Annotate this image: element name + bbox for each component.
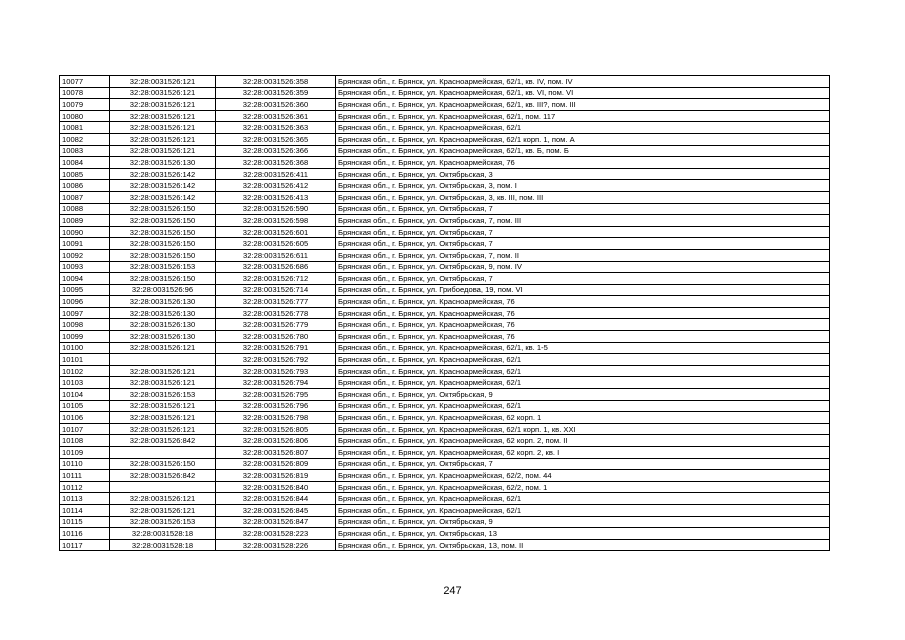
row-number-cell: 10098 — [60, 319, 110, 331]
cadastral-number-cell: 32:28:0031526:361 — [216, 110, 336, 122]
table-row — [60, 481, 830, 493]
address-cell: Брянская обл., г. Брянск, ул. Красноармейская, 62/1 — [336, 377, 830, 389]
row-number-cell: 10094 — [60, 273, 110, 285]
address-cell: Брянская обл., г. Брянск, ул. Красноармейская, 62/2, пом. 1 — [336, 481, 830, 493]
row-number-cell: 10105 — [60, 400, 110, 412]
row-number-cell: 10082 — [60, 133, 110, 145]
parent-cadastral-number-cell: 32:28:0031526:121 — [110, 87, 216, 99]
table-row — [60, 261, 830, 273]
cadastral-number-cell: 32:28:0031526:798 — [216, 412, 336, 424]
address-cell: Брянская обл., г. Брянск, ул. Красноармейская, 62/1 — [336, 365, 830, 377]
address-cell: Брянская обл., г. Брянск, ул. Октябрьская, 7 — [336, 226, 830, 238]
parent-cadastral-number-cell: 32:28:0031526:150 — [110, 215, 216, 227]
cadastral-number-cell: 32:28:0031528:226 — [216, 539, 336, 551]
parent-cadastral-number-cell: 32:28:0031526:121 — [110, 122, 216, 134]
cadastral-number-cell: 32:28:0031526:413 — [216, 191, 336, 203]
cadastral-number-cell: 32:28:0031526:845 — [216, 504, 336, 516]
row-number-cell: 10079 — [60, 99, 110, 111]
parent-cadastral-number-cell: 32:28:0031526:142 — [110, 191, 216, 203]
parent-cadastral-number-cell: 32:28:0031526:150 — [110, 458, 216, 470]
row-number-cell: 10090 — [60, 226, 110, 238]
row-number-cell: 10112 — [60, 481, 110, 493]
address-cell: Брянская обл., г. Брянск, ул. Красноармейская, 62/1 — [336, 400, 830, 412]
table-row — [60, 504, 830, 516]
address-cell: Брянская обл., г. Брянск, ул. Октябрьская, 3, пом. I — [336, 180, 830, 192]
parent-cadastral-number-cell: 32:28:0031526:842 — [110, 435, 216, 447]
address-cell: Брянская обл., г. Брянск, ул. Октябрьская, 7 — [336, 458, 830, 470]
parent-cadastral-number-cell: 32:28:0031526:121 — [110, 110, 216, 122]
cadastral-number-cell: 32:28:0031526:779 — [216, 319, 336, 331]
address-cell: Брянская обл., г. Брянск, ул. Красноармейская, 76 — [336, 319, 830, 331]
cadastral-number-cell: 32:28:0031526:686 — [216, 261, 336, 273]
cadastral-number-cell: 32:28:0031526:360 — [216, 99, 336, 111]
table-row — [60, 133, 830, 145]
row-number-cell: 10109 — [60, 447, 110, 459]
parent-cadastral-number-cell: 32:28:0031526:142 — [110, 168, 216, 180]
address-cell: Брянская обл., г. Брянск, ул. Красноармейская, 76 — [336, 331, 830, 343]
address-cell: Брянская обл., г. Брянск, ул. Октябрьская, 3, кв. III, пом. III — [336, 191, 830, 203]
parent-cadastral-number-cell: 32:28:0031526:150 — [110, 249, 216, 261]
cadastral-number-cell: 32:28:0031526:819 — [216, 470, 336, 482]
cadastral-number-cell: 32:28:0031526:368 — [216, 157, 336, 169]
cadastral-registry-table — [59, 75, 830, 551]
address-cell: Брянская обл., г. Брянск, ул. Красноармейская, 62/1, кв. III?, пом. III — [336, 99, 830, 111]
table-row — [60, 191, 830, 203]
row-number-cell: 10100 — [60, 342, 110, 354]
parent-cadastral-number-cell: 32:28:0031526:130 — [110, 331, 216, 343]
table-row — [60, 365, 830, 377]
address-cell: Брянская обл., г. Брянск, ул. Красноармейская, 62/1 корп. 1, пом. А — [336, 133, 830, 145]
cadastral-number-cell: 32:28:0031528:223 — [216, 528, 336, 540]
row-number-cell: 10086 — [60, 180, 110, 192]
table-row — [60, 180, 830, 192]
parent-cadastral-number-cell: 32:28:0031526:121 — [110, 504, 216, 516]
row-number-cell: 10115 — [60, 516, 110, 528]
address-cell: Брянская обл., г. Брянск, ул. Октябрьская, 7, пом. III — [336, 215, 830, 227]
cadastral-number-cell: 32:28:0031526:807 — [216, 447, 336, 459]
parent-cadastral-number-cell: 32:28:0031526:150 — [110, 273, 216, 285]
cadastral-number-cell: 32:28:0031526:601 — [216, 226, 336, 238]
cadastral-number-cell: 32:28:0031526:611 — [216, 249, 336, 261]
parent-cadastral-number-cell: 32:28:0031526:121 — [110, 133, 216, 145]
address-cell: Брянская обл., г. Брянск, ул. Октябрьская, 7, пом. II — [336, 249, 830, 261]
parent-cadastral-number-cell: 32:28:0031526:150 — [110, 203, 216, 215]
cadastral-number-cell: 32:28:0031526:366 — [216, 145, 336, 157]
address-cell: Брянская обл., г. Брянск, ул. Красноармейская, 62 корп. 1 — [336, 412, 830, 424]
table-row — [60, 249, 830, 261]
table-row — [60, 470, 830, 482]
parent-cadastral-number-cell: 32:28:0031526:121 — [110, 423, 216, 435]
table-row — [60, 273, 830, 285]
row-number-cell: 10087 — [60, 191, 110, 203]
table-row — [60, 354, 830, 366]
address-cell: Брянская обл., г. Брянск, ул. Октябрьская, 9 — [336, 389, 830, 401]
cadastral-number-cell: 32:28:0031526:412 — [216, 180, 336, 192]
row-number-cell: 10114 — [60, 504, 110, 516]
parent-cadastral-number-cell — [110, 481, 216, 493]
row-number-cell: 10110 — [60, 458, 110, 470]
table-row — [60, 87, 830, 99]
row-number-cell: 10084 — [60, 157, 110, 169]
row-number-cell: 10077 — [60, 76, 110, 88]
parent-cadastral-number-cell: 32:28:0031526:121 — [110, 377, 216, 389]
cadastral-number-cell: 32:28:0031526:359 — [216, 87, 336, 99]
cadastral-number-cell: 32:28:0031526:598 — [216, 215, 336, 227]
row-number-cell: 10081 — [60, 122, 110, 134]
address-cell: Брянская обл., г. Брянск, ул. Октябрьская, 13, пом. II — [336, 539, 830, 551]
row-number-cell: 10097 — [60, 307, 110, 319]
parent-cadastral-number-cell: 32:28:0031526:130 — [110, 157, 216, 169]
row-number-cell: 10088 — [60, 203, 110, 215]
parent-cadastral-number-cell: 32:28:0031526:153 — [110, 261, 216, 273]
row-number-cell: 10111 — [60, 470, 110, 482]
cadastral-number-cell: 32:28:0031526:605 — [216, 238, 336, 250]
cadastral-number-cell: 32:28:0031526:777 — [216, 296, 336, 308]
cadastral-number-cell: 32:28:0031526:714 — [216, 284, 336, 296]
row-number-cell: 10117 — [60, 539, 110, 551]
table-row — [60, 307, 830, 319]
parent-cadastral-number-cell — [110, 447, 216, 459]
address-cell: Брянская обл., г. Брянск, ул. Красноармейская, 76 — [336, 307, 830, 319]
parent-cadastral-number-cell: 32:28:0031526:130 — [110, 319, 216, 331]
cadastral-number-cell: 32:28:0031526:840 — [216, 481, 336, 493]
cadastral-number-cell: 32:28:0031526:805 — [216, 423, 336, 435]
cadastral-number-cell: 32:28:0031526:809 — [216, 458, 336, 470]
parent-cadastral-number-cell: 32:28:0031526:121 — [110, 76, 216, 88]
table-row — [60, 389, 830, 401]
parent-cadastral-number-cell: 32:28:0031528:18 — [110, 539, 216, 551]
parent-cadastral-number-cell: 32:28:0031526:153 — [110, 389, 216, 401]
table-row — [60, 284, 830, 296]
address-cell: Брянская обл., г. Брянск, ул. Красноармейская, 62/1, кв. 1-5 — [336, 342, 830, 354]
address-cell: Брянская обл., г. Брянск, ул. Октябрьская, 13 — [336, 528, 830, 540]
row-number-cell: 10089 — [60, 215, 110, 227]
address-cell: Брянская обл., г. Брянск, ул. Красноармейская, 62/2, пом. 44 — [336, 470, 830, 482]
cadastral-number-cell: 32:28:0031526:363 — [216, 122, 336, 134]
parent-cadastral-number-cell: 32:28:0031526:121 — [110, 342, 216, 354]
table-row — [60, 110, 830, 122]
row-number-cell: 10113 — [60, 493, 110, 505]
table-row — [60, 423, 830, 435]
row-number-cell: 10096 — [60, 296, 110, 308]
parent-cadastral-number-cell — [110, 354, 216, 366]
address-cell: Брянская обл., г. Брянск, ул. Красноармейская, 76 — [336, 296, 830, 308]
cadastral-number-cell: 32:28:0031526:847 — [216, 516, 336, 528]
parent-cadastral-number-cell: 32:28:0031526:121 — [110, 493, 216, 505]
row-number-cell: 10104 — [60, 389, 110, 401]
table-row — [60, 122, 830, 134]
row-number-cell: 10108 — [60, 435, 110, 447]
table-row — [60, 238, 830, 250]
parent-cadastral-number-cell: 32:28:0031526:842 — [110, 470, 216, 482]
row-number-cell: 10099 — [60, 331, 110, 343]
address-cell: Брянская обл., г. Брянск, ул. Красноармейская, 62/1, кв. VI, пом. VI — [336, 87, 830, 99]
parent-cadastral-number-cell: 32:28:0031526:96 — [110, 284, 216, 296]
parent-cadastral-number-cell: 32:28:0031526:130 — [110, 296, 216, 308]
table-row — [60, 215, 830, 227]
table-row — [60, 539, 830, 551]
parent-cadastral-number-cell: 32:28:0031526:130 — [110, 307, 216, 319]
table-row — [60, 528, 830, 540]
table-row — [60, 412, 830, 424]
row-number-cell: 10107 — [60, 423, 110, 435]
address-cell: Брянская обл., г. Брянск, ул. Красноармейская, 62/1 — [336, 493, 830, 505]
table-row — [60, 447, 830, 459]
parent-cadastral-number-cell: 32:28:0031526:121 — [110, 145, 216, 157]
cadastral-number-cell: 32:28:0031526:794 — [216, 377, 336, 389]
cadastral-number-cell: 32:28:0031526:844 — [216, 493, 336, 505]
table-row — [60, 145, 830, 157]
address-cell: Брянская обл., г. Брянск, ул. Красноармейская, 76 — [336, 157, 830, 169]
table-row — [60, 331, 830, 343]
registry-table-body — [60, 76, 830, 551]
table-row — [60, 458, 830, 470]
table-row — [60, 226, 830, 238]
row-number-cell: 10080 — [60, 110, 110, 122]
cadastral-number-cell: 32:28:0031526:792 — [216, 354, 336, 366]
table-row — [60, 400, 830, 412]
row-number-cell: 10085 — [60, 168, 110, 180]
parent-cadastral-number-cell: 32:28:0031526:121 — [110, 400, 216, 412]
table-row — [60, 296, 830, 308]
parent-cadastral-number-cell: 32:28:0031526:142 — [110, 180, 216, 192]
table-row — [60, 319, 830, 331]
address-cell: Брянская обл., г. Брянск, ул. Красноармейская, 62/1, кв. IV, пом. IV — [336, 76, 830, 88]
address-cell: Брянская обл., г. Брянск, ул. Красноармейская, 62 корп. 2, кв. I — [336, 447, 830, 459]
parent-cadastral-number-cell: 32:28:0031526:121 — [110, 365, 216, 377]
address-cell: Брянская обл., г. Брянск, ул. Октябрьская, 7 — [336, 238, 830, 250]
row-number-cell: 10101 — [60, 354, 110, 366]
table-row — [60, 157, 830, 169]
table-row — [60, 435, 830, 447]
table-row — [60, 168, 830, 180]
address-cell: Брянская обл., г. Брянск, ул. Октябрьская, 7 — [336, 203, 830, 215]
cadastral-number-cell: 32:28:0031526:793 — [216, 365, 336, 377]
cadastral-number-cell: 32:28:0031526:806 — [216, 435, 336, 447]
cadastral-number-cell: 32:28:0031526:590 — [216, 203, 336, 215]
address-cell: Брянская обл., г. Брянск, ул. Октябрьская, 7 — [336, 273, 830, 285]
address-cell: Брянская обл., г. Брянск, ул. Красноармейская, 62 корп. 2, пом. II — [336, 435, 830, 447]
cadastral-number-cell: 32:28:0031526:365 — [216, 133, 336, 145]
address-cell: Брянская обл., г. Брянск, ул. Красноармейская, 62/1 — [336, 122, 830, 134]
row-number-cell: 10091 — [60, 238, 110, 250]
parent-cadastral-number-cell: 32:28:0031526:121 — [110, 412, 216, 424]
page-number: 247 — [443, 585, 462, 597]
row-number-cell: 10083 — [60, 145, 110, 157]
address-cell: Брянская обл., г. Брянск, ул. Октябрьская, 3 — [336, 168, 830, 180]
cadastral-number-cell: 32:28:0031526:791 — [216, 342, 336, 354]
table-row — [60, 377, 830, 389]
row-number-cell: 10102 — [60, 365, 110, 377]
table-row — [60, 99, 830, 111]
address-cell: Брянская обл., г. Брянск, ул. Красноармейская, 62/1 — [336, 354, 830, 366]
cadastral-number-cell: 32:28:0031526:411 — [216, 168, 336, 180]
row-number-cell: 10106 — [60, 412, 110, 424]
table-row — [60, 76, 830, 88]
address-cell: Брянская обл., г. Брянск, ул. Грибоедова, 19, пом. VI — [336, 284, 830, 296]
address-cell: Брянская обл., г. Брянск, ул. Красноармейская, 62/1, кв. Б, пом. Б — [336, 145, 830, 157]
address-cell: Брянская обл., г. Брянск, ул. Красноармейская, 62/1 — [336, 504, 830, 516]
parent-cadastral-number-cell: 32:28:0031526:150 — [110, 238, 216, 250]
table-row — [60, 203, 830, 215]
parent-cadastral-number-cell: 32:28:0031526:121 — [110, 99, 216, 111]
address-cell: Брянская обл., г. Брянск, ул. Красноармейская, 62/1 корп. 1, кв. XXI — [336, 423, 830, 435]
table-row — [60, 493, 830, 505]
cadastral-number-cell: 32:28:0031526:796 — [216, 400, 336, 412]
row-number-cell: 10116 — [60, 528, 110, 540]
parent-cadastral-number-cell: 32:28:0031526:153 — [110, 516, 216, 528]
row-number-cell: 10078 — [60, 87, 110, 99]
cadastral-number-cell: 32:28:0031526:780 — [216, 331, 336, 343]
cadastral-number-cell: 32:28:0031526:358 — [216, 76, 336, 88]
parent-cadastral-number-cell: 32:28:0031526:150 — [110, 226, 216, 238]
cadastral-number-cell: 32:28:0031526:795 — [216, 389, 336, 401]
address-cell: Брянская обл., г. Брянск, ул. Красноармейская, 62/1, пом. 117 — [336, 110, 830, 122]
address-cell: Брянская обл., г. Брянск, ул. Октябрьская, 9, пом. IV — [336, 261, 830, 273]
address-cell: Брянская обл., г. Брянск, ул. Октябрьская, 9 — [336, 516, 830, 528]
table-row — [60, 342, 830, 354]
row-number-cell: 10095 — [60, 284, 110, 296]
row-number-cell: 10103 — [60, 377, 110, 389]
row-number-cell: 10092 — [60, 249, 110, 261]
cadastral-number-cell: 32:28:0031526:778 — [216, 307, 336, 319]
row-number-cell: 10093 — [60, 261, 110, 273]
table-row — [60, 516, 830, 528]
cadastral-number-cell: 32:28:0031526:712 — [216, 273, 336, 285]
parent-cadastral-number-cell: 32:28:0031528:18 — [110, 528, 216, 540]
